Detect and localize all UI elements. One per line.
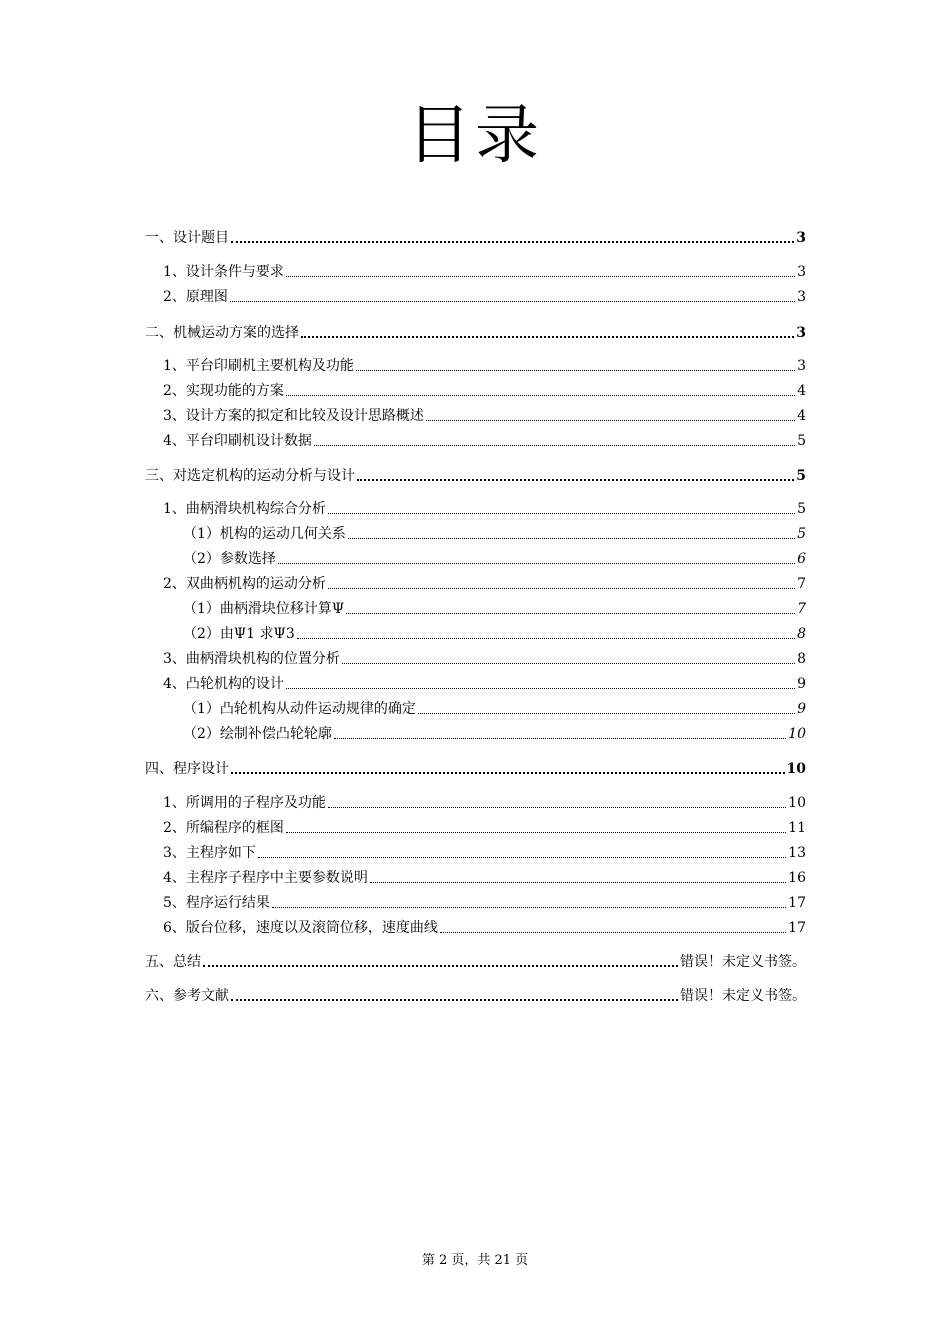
toc-entry[interactable] — [183, 625, 806, 643]
toc-entry[interactable] — [183, 725, 806, 743]
toc-entry-label: 2、所编程序的框图 — [163, 820, 284, 836]
toc-entry[interactable] — [163, 357, 806, 375]
toc-entry-page: 9 — [797, 701, 806, 717]
toc-leader — [328, 587, 795, 589]
toc-entry-page: 5 — [797, 433, 806, 449]
toc-entry[interactable] — [163, 844, 806, 862]
toc-entry-page: 5 — [797, 501, 806, 517]
toc-entry[interactable] — [163, 288, 806, 306]
toc-entry-label: （1）曲柄滑块位移计算Ψ — [183, 601, 345, 617]
toc-entry[interactable] — [145, 229, 806, 247]
toc-entry-label: 2、实现功能的方案 — [163, 383, 284, 399]
toc-entry-page: 8 — [797, 651, 806, 667]
toc-entry-label: （1）凸轮机构从动件运动规律的确定 — [183, 701, 416, 717]
toc-entry[interactable] — [163, 894, 806, 912]
toc-leader — [314, 444, 795, 446]
toc-entry[interactable] — [163, 263, 806, 281]
toc-entry[interactable] — [183, 700, 806, 718]
toc-entry[interactable] — [145, 467, 806, 485]
toc-leader — [278, 562, 795, 564]
toc-entry-label: 一、设计题目 — [145, 230, 229, 246]
toc-entry-label: 1、所调用的子程序及功能 — [163, 795, 326, 811]
toc-entry[interactable] — [163, 432, 806, 450]
toc-entry[interactable] — [145, 760, 806, 778]
toc-entry-label: 五、总结 — [145, 954, 201, 970]
toc-entry-label: 1、曲柄滑块机构综合分析 — [163, 501, 326, 517]
toc-entry-label: （1）机构的运动几何关系 — [183, 526, 346, 542]
page-footer: 第 2 页，共 21 页 — [421, 1253, 529, 1268]
toc-entry[interactable] — [183, 600, 806, 618]
toc-entry-page: 9 — [797, 676, 806, 692]
toc-leader — [328, 806, 786, 808]
toc-leader — [334, 737, 786, 739]
toc-entry[interactable] — [183, 525, 806, 543]
toc-leader — [286, 275, 795, 277]
toc-leader — [286, 394, 795, 396]
toc-entry[interactable] — [163, 794, 806, 812]
toc-entry-page: 错误！未定义书签。 — [680, 988, 806, 1004]
toc-entry[interactable] — [145, 987, 806, 1005]
toc-entry-page: 3 — [797, 358, 806, 374]
toc-leader — [258, 856, 786, 858]
toc-leader — [370, 881, 786, 883]
toc-entry[interactable] — [163, 575, 806, 593]
toc-entry-label: 3、设计方案的拟定和比较及设计思路概述 — [163, 408, 424, 424]
toc-entry-page: 4 — [797, 383, 806, 399]
toc-leader — [440, 931, 786, 933]
toc-entry[interactable] — [145, 324, 806, 342]
toc-entry-label: 2、双曲柄机构的运动分析 — [163, 576, 326, 592]
toc-entry-label: 4、凸轮机构的设计 — [163, 676, 284, 692]
toc-leader — [230, 300, 795, 302]
toc-entry[interactable] — [163, 675, 806, 693]
toc-entry[interactable] — [163, 869, 806, 887]
toc-entry-page: 5 — [796, 468, 806, 484]
toc-entry-page: 5 — [797, 526, 806, 542]
toc-entry-label: 3、主程序如下 — [163, 845, 256, 861]
toc-leader — [418, 712, 795, 714]
toc-leader — [328, 512, 795, 514]
toc-leader — [231, 771, 785, 774]
toc-entry-page: 17 — [788, 920, 806, 936]
toc-entry-label: 4、主程序子程序中主要参数说明 — [163, 870, 368, 886]
toc-leader — [272, 906, 786, 908]
toc-leader — [297, 637, 795, 639]
toc-entry[interactable] — [163, 650, 806, 668]
toc-leader — [348, 537, 795, 539]
toc-entry-label: 5、程序运行结果 — [163, 895, 270, 911]
toc-leader — [286, 831, 786, 833]
toc-entry-page: 3 — [796, 230, 806, 246]
toc-entry-page: 7 — [797, 576, 806, 592]
toc-entry-label: 4、平台印刷机设计数据 — [163, 433, 312, 449]
toc-entry-page: 10 — [788, 795, 806, 811]
toc-entry-label: 三、对选定机构的运动分析与设计 — [145, 468, 355, 484]
page-title: 目录 — [407, 99, 543, 173]
toc-entry-label: 1、平台印刷机主要机构及功能 — [163, 358, 354, 374]
toc-entry[interactable] — [163, 500, 806, 518]
toc-entry-label: 四、程序设计 — [145, 761, 229, 777]
toc-entry-page: 错误！未定义书签。 — [680, 954, 806, 970]
toc-entry-page: 7 — [797, 601, 806, 617]
toc-entry-label: 2、原理图 — [163, 289, 228, 305]
toc-leader — [231, 240, 794, 243]
toc-leader — [356, 369, 795, 371]
toc-entry-page: 3 — [797, 264, 806, 280]
toc-entry-page: 4 — [797, 408, 806, 424]
toc-entry-label: 1、设计条件与要求 — [163, 264, 284, 280]
toc-leader — [342, 662, 795, 664]
toc-entry-label: 3、曲柄滑块机构的位置分析 — [163, 651, 340, 667]
toc-leader — [203, 964, 678, 967]
toc-entry-page: 8 — [797, 626, 806, 642]
toc-entry-label: 6、版台位移，速度以及滚筒位移，速度曲线 — [163, 920, 438, 936]
toc-entry[interactable] — [163, 407, 806, 425]
toc-entry-label: （2）参数选择 — [183, 551, 276, 567]
toc-entry-page: 17 — [788, 895, 806, 911]
toc-leader — [286, 687, 795, 689]
toc-entry-label: 二、机械运动方案的选择 — [145, 325, 299, 341]
toc-entry[interactable] — [163, 382, 806, 400]
toc-entry-page: 10 — [788, 726, 806, 742]
toc-entry[interactable] — [163, 819, 806, 837]
toc-entry-page: 6 — [797, 551, 806, 567]
toc-entry-page: 11 — [788, 820, 806, 836]
toc-leader — [231, 998, 678, 1001]
toc-entry-page: 3 — [796, 325, 806, 341]
toc-entry[interactable] — [163, 919, 806, 937]
toc-leader — [301, 335, 794, 338]
toc-leader — [346, 612, 795, 614]
toc-entry-page: 16 — [788, 870, 806, 886]
toc-entry-label: 六、参考文献 — [145, 988, 229, 1004]
toc-leader — [357, 478, 794, 481]
toc-entry[interactable] — [183, 550, 806, 568]
toc-entry-page: 10 — [786, 761, 806, 777]
toc-leader — [426, 419, 795, 421]
toc-entry-page: 3 — [797, 289, 806, 305]
toc-entry[interactable] — [145, 953, 806, 971]
toc-entry-label: （2）由Ψ1 求Ψ3 — [183, 626, 295, 642]
toc-entry-label: （2）绘制补偿凸轮轮廓 — [183, 726, 332, 742]
toc-entry-page: 13 — [788, 845, 806, 861]
